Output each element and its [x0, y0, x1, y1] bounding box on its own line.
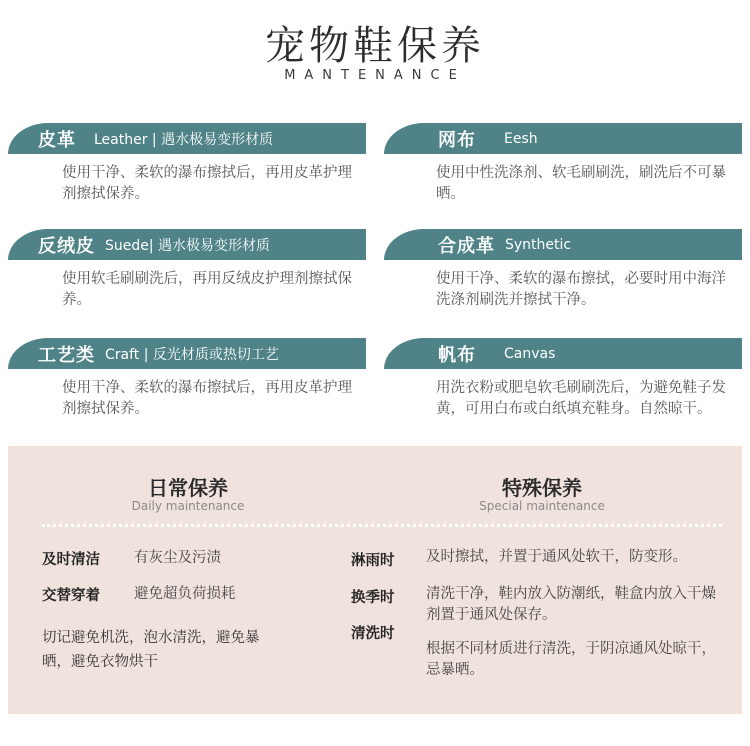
material-name: 反绒皮	[38, 235, 95, 257]
material-banner-synthetic	[384, 229, 742, 260]
material-banner-mesh	[384, 123, 742, 154]
special-item-label: 换季时	[351, 590, 395, 606]
material-tag: Leather | 遇水极易变形材质	[94, 131, 274, 148]
material-name: 帆布	[438, 344, 476, 366]
special-subtitle: Special maintenance	[479, 499, 605, 513]
material-name: 合成革	[438, 235, 495, 257]
special-title: 特殊保养	[502, 476, 582, 500]
special-item-text: 及时擦拭，并置于通风处软干，防变形。	[426, 549, 687, 565]
material-desc-canvas: 用洗衣粉或肥皂软毛刷刷洗后，为避免鞋子发黄，可用白布或白纸填充鞋身。自然晾干。	[436, 380, 726, 417]
material-desc-mesh: 使用中性洗涤剂、软毛刷刷洗，刷洗后不可暴晒。	[436, 165, 726, 202]
maintenance-panel	[8, 446, 742, 714]
special-item-text: 清洗干净，鞋内放入防潮纸，鞋盒内放入干燥剂置于通风处保存。	[426, 586, 716, 623]
material-banner-leather	[8, 123, 366, 154]
daily-item-text: 避免超负荷损耗	[134, 586, 236, 602]
material-tag: Synthetic	[505, 236, 572, 253]
daily-subtitle: Daily maintenance	[131, 499, 245, 513]
material-desc-suede: 使用软毛刷刷洗后，再用反绒皮护理剂擦拭保养。	[62, 271, 352, 308]
daily-item-text: 有灰尘及污渍	[134, 550, 221, 566]
material-name: 皮革	[38, 129, 76, 151]
material-desc-leather: 使用干净、柔软的瀑布擦拭后，再用皮革护理剂擦拭保养。	[62, 165, 352, 202]
page-subtitle: MANTENANCE	[284, 68, 466, 83]
daily-title: 日常保养	[148, 476, 228, 500]
dotted-divider	[42, 524, 722, 527]
material-tag: Canvas	[504, 345, 556, 362]
material-name: 工艺类	[38, 344, 95, 366]
material-name: 网布	[438, 129, 476, 151]
special-item-label: 淋雨时	[351, 553, 395, 569]
daily-item-label: 及时清洁	[42, 552, 100, 568]
material-tag: Suede| 遇水极易变形材质	[105, 237, 271, 254]
special-item-text: 根据不同材质进行清洗，于阴凉通风处晾干，忌暴晒。	[426, 641, 716, 678]
material-banner-canvas	[384, 338, 742, 369]
special-item-label: 清洗时	[351, 626, 395, 642]
daily-note: 切记避免机洗，泡水清洗，避免暴晒，避免衣物烘干	[42, 630, 260, 670]
material-banner-craft	[8, 338, 366, 369]
daily-item-label: 交替穿着	[42, 588, 100, 604]
material-tag: Eesh	[504, 130, 538, 147]
material-desc-craft: 使用干净、柔软的瀑布擦拭后，再用皮革护理剂擦拭保养。	[62, 380, 352, 417]
material-desc-synthetic: 使用干净、柔软的瀑布擦拭，必要时用中海洋洗涤剂刷洗并擦拭干净。	[436, 271, 726, 308]
page-title: 宠物鞋保养	[265, 23, 485, 69]
material-tag: Craft | 反光材质或热切工艺	[105, 346, 279, 363]
material-banner-suede	[8, 229, 366, 260]
